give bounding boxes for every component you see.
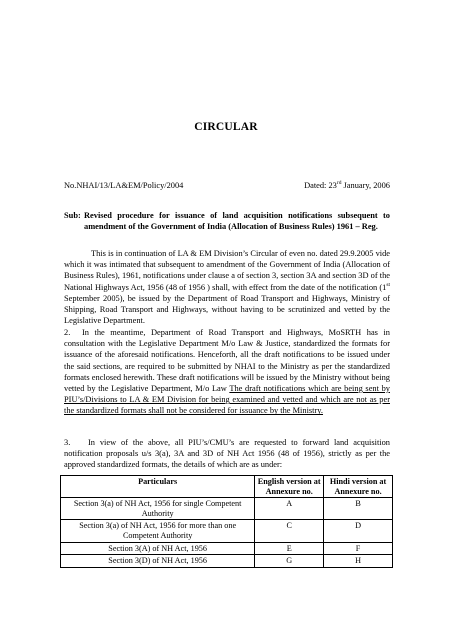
header-hindi: Hindi version at Annexure no.: [324, 476, 393, 498]
reference-number: No.NHAI/13/LA&EM/Policy/2004: [64, 181, 184, 190]
table-cell: A: [255, 498, 324, 520]
header-english: English version at Annexure no.: [255, 476, 324, 498]
table-cell: F: [324, 542, 393, 555]
table-row: [61, 520, 393, 542]
table-cell: Section 3(D) of NH Act, 1956: [61, 555, 255, 568]
paragraph-2: 2. In the meantime, Department of Road Transport and Highways, MoSRTH has in consultation with the Legislative Department M/o Law & Justice, standardized the formats for issuance of the aforesaid notifications. Henceforth, all the draft notifications to be issued under the said sections, are required to be submitted by NHAI to the Ministry as per the standardized formats enclosed herewith. These draft notifications will be issued by the Ministry without being vetted by the Legislative Department, M/o Law The draft notifications which are being sent by PIU’s/Divisions to LA & EM Division for being examined and vetted and which are not as per the standardized formats shall not be considered for issuance by the Ministry.: [64, 328, 390, 416]
underlined-notice: The draft notifications which are being sent by PIU’s/Divisions to LA & EM Division for being examined and vetted and which are not as per the standardized formats shall not be considered for issuance by the Ministry.: [64, 384, 390, 416]
table-cell: G: [255, 555, 324, 568]
table-row: [61, 542, 393, 555]
table-cell: Section 3(A) of NH Act, 1956: [61, 542, 255, 555]
reference-line: [64, 181, 390, 190]
table-row: [61, 498, 393, 520]
table-cell: E: [255, 542, 324, 555]
subject-text: Revised procedure for issuance of land acquisition notifications subsequent to amendment of the Government of India (Allocation of Business Rules) 1961 – Reg.: [84, 211, 390, 232]
table-header-row: [61, 476, 393, 498]
table-cell: B: [324, 498, 393, 520]
table-cell: Section 3(a) of NH Act, 1956 for more than one Competent Authority: [61, 520, 255, 542]
table-cell: C: [255, 520, 324, 542]
paragraph-3: 3. In view of the above, all PIU’s/CMU’s are requested to forward land acquisition notification proposals u/s 3(a), 3A and 3D of NH Act 1956 (48 of 1956), strictly as per the approved standardized formats, the details of which are as under:: [64, 438, 390, 470]
annexure-table: [60, 475, 393, 568]
table-cell: Section 3(a) of NH Act, 1956 for single Competent Authority: [61, 498, 255, 520]
paragraph-1: This is in continuation of LA & EM Division’s Circular of even no. dated 29.9.2005 vide which it was intimated that subsequent to amendment of the Government of India (Allocation of Business Rules), 1961, notifications under clause a of section 3, section 3A and section 3D of the National Highways Act, 1956 (48 of 1956 ) shall, with effect from the date of the notification (1st September 2005), be issued by the Department of Road Transport and Highways, Ministry of Shipping, Road Transport and Highways, without having to be scrutinized and vetted by the Legislative Department.: [64, 249, 390, 326]
subject: [64, 210, 390, 232]
circular-date: Dated: 23rd January, 2006: [304, 180, 390, 190]
page-title: CIRCULAR: [194, 121, 258, 133]
table-cell: H: [324, 555, 393, 568]
table-cell: D: [324, 520, 393, 542]
header-particulars: Particulars: [61, 476, 255, 498]
table-row: [61, 555, 393, 568]
subject-label: Sub:: [64, 211, 81, 220]
